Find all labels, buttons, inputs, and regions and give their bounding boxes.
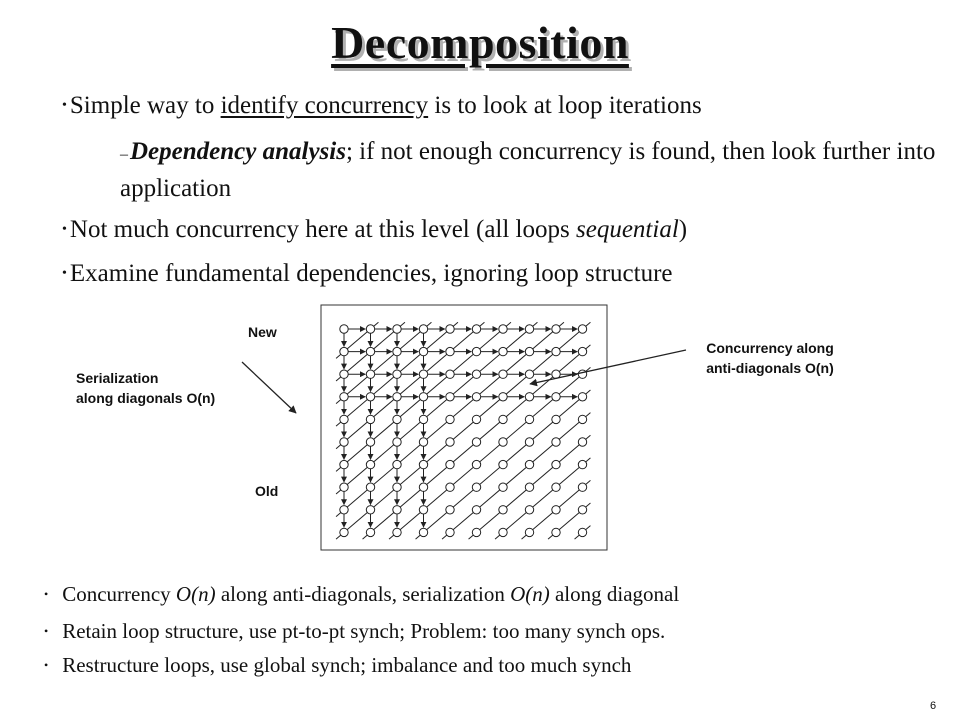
grid-point [472, 347, 480, 355]
grid-point [578, 325, 586, 333]
grid-point [366, 483, 374, 491]
grid-point [472, 506, 480, 514]
grid-point [552, 438, 560, 446]
lower-bullet-1-text-a: Concurrency [62, 582, 176, 606]
grid-point [366, 460, 374, 468]
bullet-dot: • [62, 266, 67, 281]
grid-point [419, 483, 427, 491]
grid-point [552, 528, 560, 536]
grid-point [552, 483, 560, 491]
bullet-dot: • [62, 222, 67, 237]
lower-bullet-1-text-b: along anti-diagonals, serialization [215, 582, 511, 606]
grid-point [419, 347, 427, 355]
label-serialization-line-1: Serialization [76, 370, 159, 386]
grid-point [340, 370, 348, 378]
bullet-1-text-a: Simple way to [69, 92, 221, 119]
grid-point [472, 528, 480, 536]
grid-point [525, 460, 533, 468]
grid-point [472, 393, 480, 401]
grid-point [419, 370, 427, 378]
grid-point [552, 325, 560, 333]
grid-point [552, 347, 560, 355]
grid-point [393, 506, 401, 514]
grid-point [499, 506, 507, 514]
grid-point [578, 528, 586, 536]
grid-point [446, 393, 454, 401]
label-serialization-line-2: along diagonals O(n) [76, 390, 216, 406]
bullet-dot: • [62, 98, 67, 113]
grid-point [366, 528, 374, 536]
grid-point [499, 483, 507, 491]
grid-point [578, 460, 586, 468]
grid-point [419, 393, 427, 401]
grid-point [446, 438, 454, 446]
grid-point [525, 415, 533, 423]
sub-bullet-dash: – [120, 146, 128, 163]
grid-point [393, 370, 401, 378]
grid-point [578, 506, 586, 514]
grid-point [419, 415, 427, 423]
grid-point [578, 438, 586, 446]
page-title: Decomposition [331, 17, 629, 68]
grid-point [366, 393, 374, 401]
grid-point [499, 325, 507, 333]
grid-point [366, 506, 374, 514]
lower-bullet-1-italic-a: O(n) [175, 582, 216, 606]
grid-point [552, 506, 560, 514]
anti-diagonal-line [389, 367, 590, 539]
label-new: New [248, 324, 277, 340]
anti-diagonal-line [336, 322, 484, 449]
bullet-dot: • [44, 624, 49, 638]
grid-point [499, 438, 507, 446]
grid-point [340, 347, 348, 355]
grid-point [578, 347, 586, 355]
grid-point [552, 415, 560, 423]
grid-point [578, 393, 586, 401]
bullet-3-text: Examine fundamental dependencies, ignoring loop structure [69, 260, 673, 287]
grid-point [525, 506, 533, 514]
grid-point [446, 370, 454, 378]
lower-bullet-3 [44, 653, 631, 678]
grid-point [366, 347, 374, 355]
label-old: Old [255, 483, 279, 499]
grid-point [525, 528, 533, 536]
grid-point [393, 347, 401, 355]
grid-point [525, 393, 533, 401]
grid-point [340, 325, 348, 333]
bullet-2-italic: sequential [576, 216, 679, 243]
grid-point [446, 325, 454, 333]
grid-point [499, 415, 507, 423]
lower-bullet-1-italic-b: O(n) [510, 582, 550, 606]
anti-diagonal-line [336, 322, 537, 494]
grid-point [446, 460, 454, 468]
grid-point [472, 483, 480, 491]
grid-frame [321, 305, 607, 550]
grid-point [446, 347, 454, 355]
grid-point [552, 460, 560, 468]
label-concurrency-line-2: anti-diagonals O(n) [706, 360, 834, 376]
grid-point [472, 438, 480, 446]
grid-point [499, 393, 507, 401]
grid-point [446, 506, 454, 514]
bullet-dot: • [44, 587, 49, 601]
grid-point [525, 347, 533, 355]
anti-diagonal-line [336, 322, 431, 403]
grid-point [393, 483, 401, 491]
grid-point [578, 415, 586, 423]
lower-bullet-3-text: Restructure loops, use global synch; imbalance and too much synch [62, 653, 632, 677]
grid-point [446, 415, 454, 423]
grid-point [366, 438, 374, 446]
grid-point [340, 483, 348, 491]
serialization-arrow [242, 362, 296, 413]
sub-bullet-1-emphasis: Dependency analysis [130, 138, 346, 165]
page-number: 6 [930, 700, 937, 712]
label-concurrency-line-1: Concurrency along [706, 340, 834, 356]
bullet-dot: • [44, 658, 49, 672]
anti-diagonal-line [495, 458, 590, 539]
bullet-2-text-b: ) [678, 216, 688, 243]
grid-point [419, 460, 427, 468]
grid-point [393, 415, 401, 423]
dependency-edges [336, 322, 590, 539]
grid-point [393, 325, 401, 333]
lower-bullet-1 [44, 582, 679, 607]
lower-bullet-2-text: Retain loop structure, use pt-to-pt synch; Problem: too many synch ops. [62, 619, 666, 643]
grid-point [419, 506, 427, 514]
grid-point [393, 460, 401, 468]
grid-point [393, 528, 401, 536]
grid-point [499, 370, 507, 378]
grid-point [499, 460, 507, 468]
bullet-2-text-a: Not much concurrency here at this level (all loops [69, 216, 576, 243]
grid-point [525, 325, 533, 333]
grid-point [366, 325, 374, 333]
grid-point [340, 460, 348, 468]
grid-point [525, 370, 533, 378]
grid-point [525, 483, 533, 491]
grid-point [340, 415, 348, 423]
grid-point [472, 370, 480, 378]
grid-point [446, 483, 454, 491]
grid-point [525, 438, 533, 446]
grid-point [472, 325, 480, 333]
bullet-1-text-b: is to look at loop iterations [428, 92, 702, 119]
grid-point [340, 506, 348, 514]
grid-point [419, 325, 427, 333]
grid-point [499, 347, 507, 355]
grid-point [419, 438, 427, 446]
grid-point [419, 528, 427, 536]
lower-bullet-2 [44, 619, 665, 644]
grid-point [366, 415, 374, 423]
grid-point [340, 438, 348, 446]
grid-point [552, 393, 560, 401]
grid-point [472, 460, 480, 468]
grid-point [340, 528, 348, 536]
anti-diagonal-line [442, 413, 590, 540]
grid-point [578, 483, 586, 491]
sub-bullet-1-text: ; if not enough concurrency is found, then look further into application [120, 138, 936, 202]
grid-point [393, 438, 401, 446]
grid-point [366, 370, 374, 378]
grid-point [393, 393, 401, 401]
grid-point [446, 528, 454, 536]
grid-point [499, 528, 507, 536]
grid-point [340, 393, 348, 401]
grid-point [472, 415, 480, 423]
bullet-1-underlined: identify concurrency [220, 92, 429, 119]
lower-bullet-1-text-c: along diagonal [549, 582, 680, 606]
anti-diagonal-line [336, 322, 590, 539]
